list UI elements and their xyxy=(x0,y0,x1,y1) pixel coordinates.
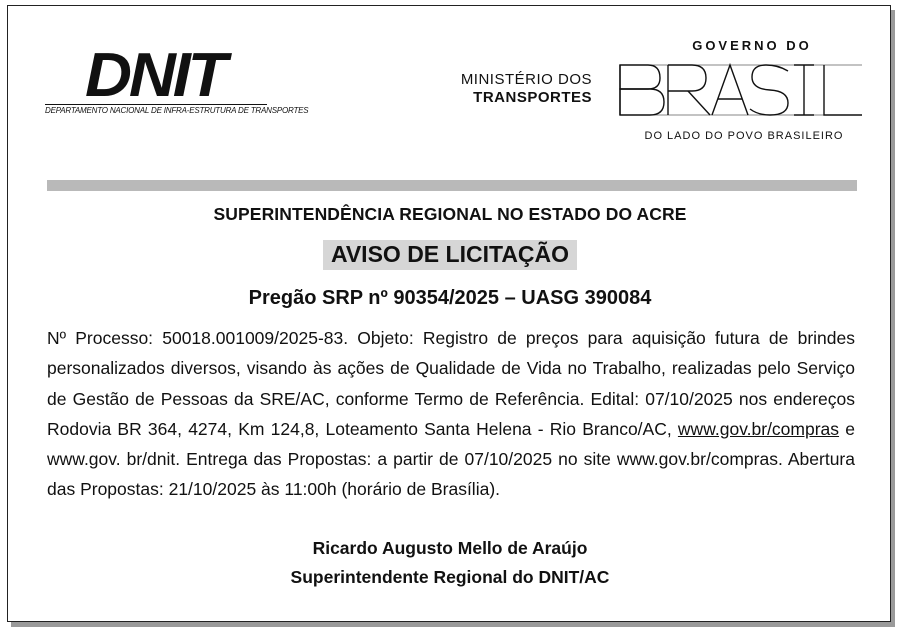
compras-link[interactable]: www.gov.br/compras xyxy=(677,418,840,439)
notice-title-wrap xyxy=(0,240,900,270)
pregao-subtitle: Pregão SRP nº 90354/2025 – UASG 390084 xyxy=(248,287,652,309)
dnit-logo xyxy=(45,41,309,115)
notice-body xyxy=(47,323,855,505)
brasil-logo-icon xyxy=(618,59,866,119)
ministry-line1: MINISTÉRIO DOS xyxy=(460,71,592,88)
brasil-logo-wordmark xyxy=(618,59,866,124)
dnit-logo-subtitle: DEPARTAMENTO NACIONAL DE INFRA-ESTRUTURA DE TRANSPORTES xyxy=(45,106,309,115)
ministry-line2: TRANSPORTES xyxy=(473,89,592,106)
dnit-logo-word: DNIT xyxy=(85,41,225,110)
notice-body-part1: Nº Processo: 50018.001009/2025-83. Objeto: Registro de preços para aquisição futura de brindes personalizados diversos, visando às ações de Qualidade de Vida no Trabalho, realizadas pelo Serviço de Gestão de Pessoas da SRE/AC, conforme Termo de Referência. Edital: 07/10/2025 nos endereços Rodovia BR 364, 4274, Km 124,8, Loteamento Santa Helena - Rio Branco/AC, xyxy=(47,328,855,439)
governo-do-label: GOVERNO DO xyxy=(692,38,812,53)
signatory-role: Superintendente Regional do DNIT/AC xyxy=(290,567,610,587)
superintendence-heading: SUPERINTENDÊNCIA REGIONAL NO ESTADO DO ACRE xyxy=(213,204,687,224)
signatory-name: Ricardo Augusto Mello de Araújo xyxy=(312,538,588,558)
do-lado-do-povo-label: DO LADO DO POVO BRASILEIRO xyxy=(644,130,844,142)
notice-title: AVISO DE LICITAÇÃO xyxy=(323,240,577,270)
ministry-label xyxy=(440,71,592,107)
notice-body-part2: e www.gov. br/dnit. Entrega das Propostas: a partir de 07/10/2025 no site www.gov.br/compras. Abertura das Propostas: 21/10/2025 às 11:00h (horário de Brasília). xyxy=(47,418,855,500)
governo-brasil-logo xyxy=(618,38,866,142)
header-divider-bar xyxy=(47,180,857,191)
